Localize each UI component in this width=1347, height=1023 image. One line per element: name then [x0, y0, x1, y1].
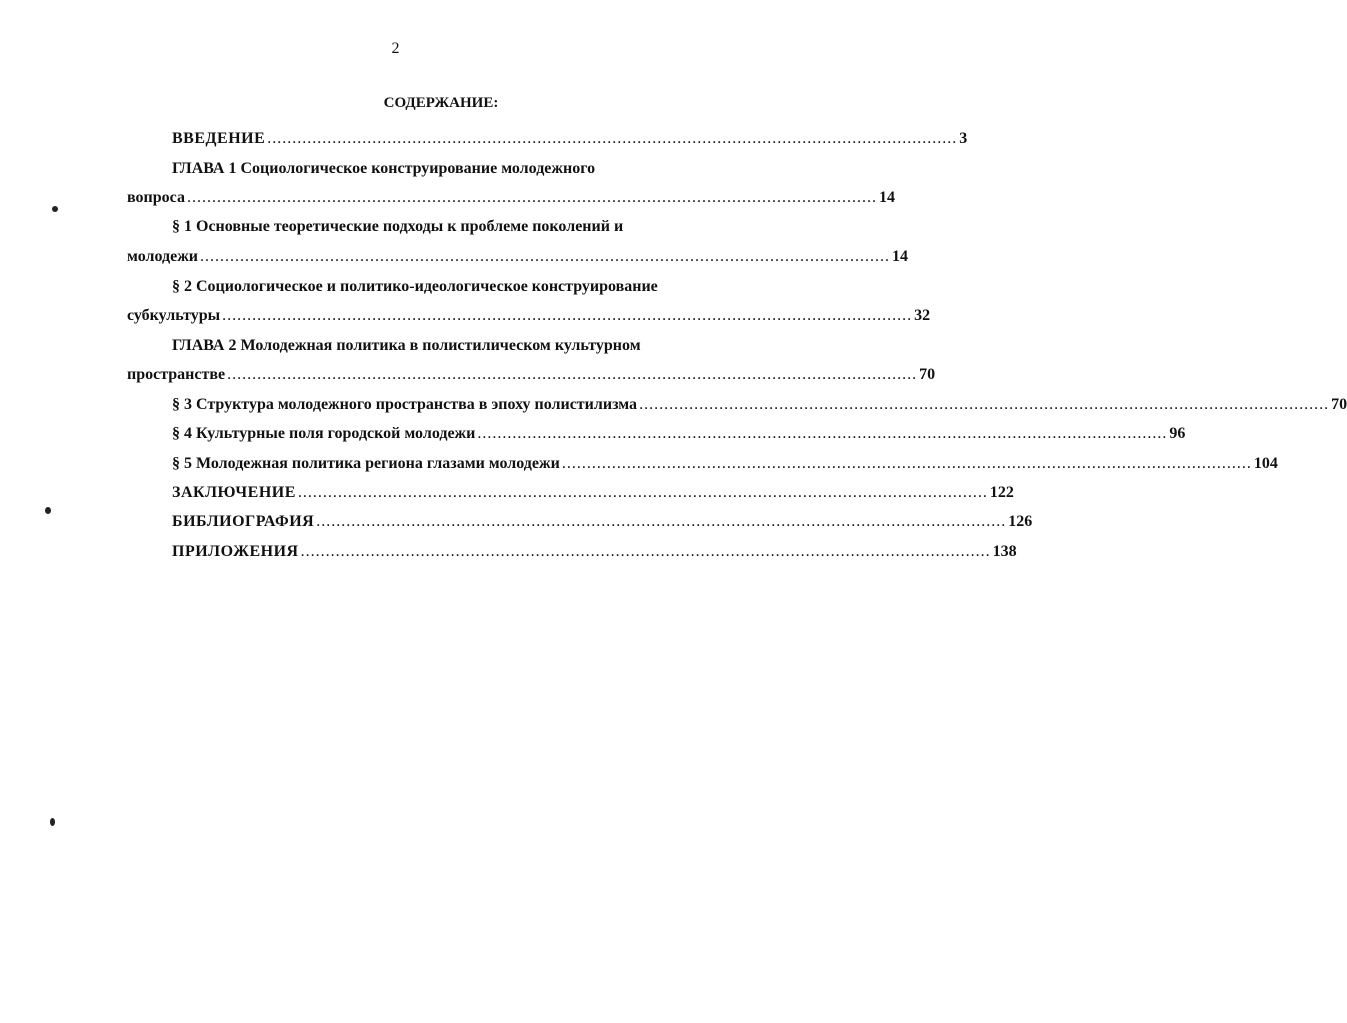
- toc-entry-page: 70: [1331, 396, 1347, 413]
- toc-entry-section-2-line1[interactable]: § 2 Социологическое и политико-идеологическое конструирование: [172, 278, 658, 295]
- leader-dots: ..........................................................................................................................................: [186, 189, 877, 206]
- leader-dots: ..........................................................................................................................................: [227, 366, 918, 383]
- toc-entry-page: 70: [919, 366, 936, 383]
- leader-dots: ..........................................................................................................................................: [561, 455, 1252, 472]
- toc-entry-page: 104: [1253, 455, 1278, 472]
- scan-speck: [45, 507, 51, 514]
- leader-dots: ..........................................................................................................................................: [316, 513, 1007, 530]
- toc-entry-introduction[interactable]: [172, 130, 968, 148]
- toc-entry-chapter-1-line1[interactable]: ГЛАВА 1 Социологическое конструирование молодежного: [172, 160, 596, 177]
- toc-entry-bibliography[interactable]: [172, 513, 1033, 531]
- toc-entry-label: пространстве: [127, 366, 226, 383]
- toc-entry-section-4[interactable]: [172, 425, 1186, 443]
- toc-entry-page: 122: [989, 484, 1014, 501]
- toc-entry-chapter-1[interactable]: [127, 189, 895, 207]
- toc-entry-label: БИБЛИОГРАФИЯ: [172, 513, 315, 530]
- toc-entry-page: 32: [914, 307, 931, 324]
- toc-entry-section-5[interactable]: [172, 455, 1278, 473]
- toc-entry-label: ПРИЛОЖЕНИЯ: [172, 543, 299, 560]
- toc-entry-appendices[interactable]: [172, 543, 1017, 561]
- toc-entry-page: 126: [1008, 513, 1033, 530]
- toc-entry-section-1-line1[interactable]: § 1 Основные теоретические подходы к проблеме поколений и: [172, 218, 624, 235]
- toc-entry-label: § 3 Структура молодежного пространства в эпоху полистилизма: [172, 396, 638, 413]
- leader-dots: ..........................................................................................................................................: [639, 396, 1330, 413]
- page-number: 2: [391, 40, 400, 57]
- toc-entry-page: 3: [959, 130, 968, 147]
- toc-entry-section-2[interactable]: [127, 307, 931, 325]
- toc-entry-section-3[interactable]: [172, 396, 1347, 414]
- toc-entry-section-1[interactable]: [127, 248, 909, 266]
- toc-entry-chapter-2-line1[interactable]: ГЛАВА 2 Молодежная политика в полистилическом культурном: [172, 337, 641, 354]
- leader-dots: ..........................................................................................................................................: [297, 484, 988, 501]
- toc-entry-page: 14: [878, 189, 895, 206]
- scan-speck: [52, 206, 58, 212]
- toc-entry-label: § 5 Молодежная политика региона глазами молодежи: [172, 455, 560, 472]
- toc-entry-label: вопроса: [127, 189, 185, 206]
- leader-dots: ..........................................................................................................................................: [267, 130, 958, 147]
- toc-entry-label: ЗАКЛЮЧЕНИЕ: [172, 484, 296, 501]
- toc-entry-conclusion[interactable]: [172, 484, 1014, 502]
- toc-entry-page: 96: [1169, 425, 1186, 442]
- toc-entry-page: 14: [892, 248, 909, 265]
- toc-title: СОДЕРЖАНИЕ:: [383, 95, 499, 111]
- leader-dots: ..........................................................................................................................................: [222, 307, 913, 324]
- leader-dots: ..........................................................................................................................................: [300, 543, 991, 560]
- toc-entry-label: молодежи: [127, 248, 199, 265]
- toc-entry-label: субкультуры: [127, 307, 221, 324]
- toc-entry-chapter-2[interactable]: [127, 366, 936, 384]
- toc-entry-label: ВВЕДЕНИЕ: [172, 130, 266, 147]
- toc-entry-label: § 4 Культурные поля городской молодежи: [172, 425, 476, 442]
- toc-entry-page: 138: [992, 543, 1017, 560]
- leader-dots: ..........................................................................................................................................: [200, 248, 891, 265]
- scan-speck: [50, 818, 55, 826]
- leader-dots: ..........................................................................................................................................: [477, 425, 1168, 442]
